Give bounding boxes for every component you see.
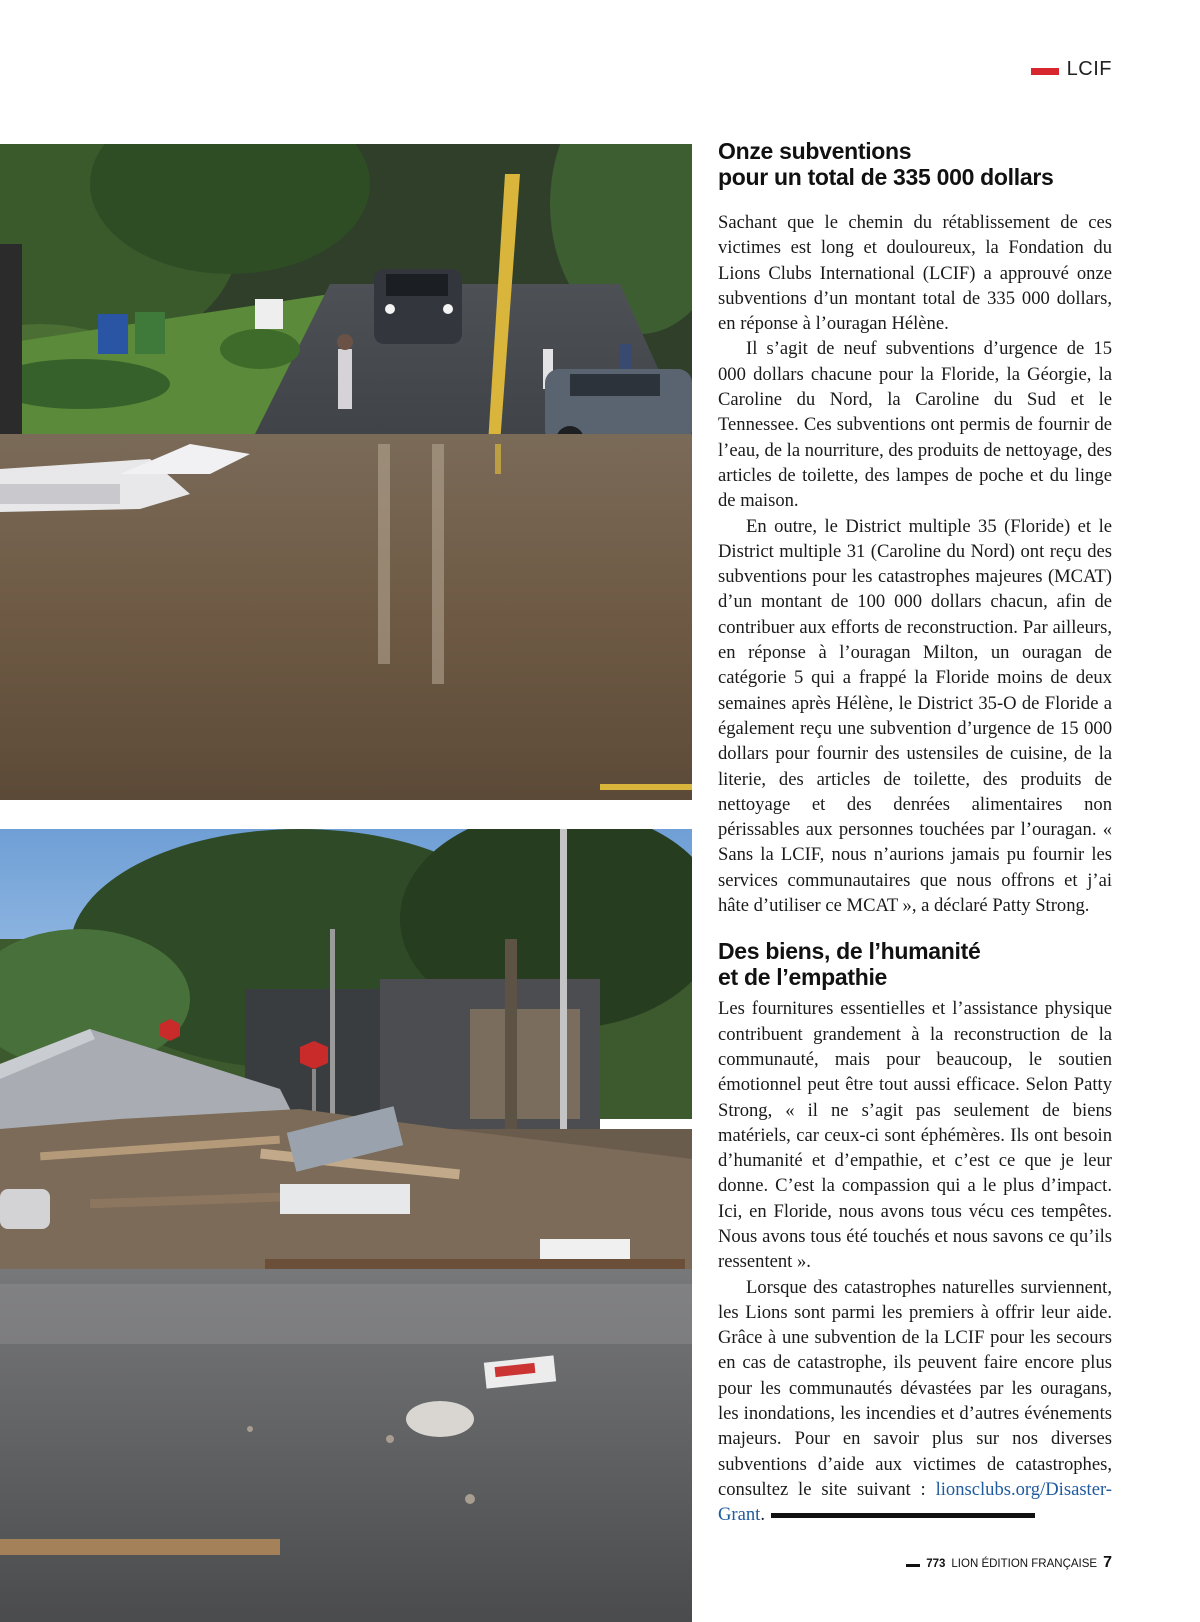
storm-debris-photo <box>0 829 692 1622</box>
section1-body <box>718 210 1112 918</box>
footer-dash <box>906 1564 920 1567</box>
section2-paragraph-2-text: Lorsque des catastrophes naturelles surviennent, les Lions sont parmi les premiers à offrir leur aide. Grâce à une subvention de la LCIF pour les secours en cas de catastrophe, ils peuvent faire encore plus pour les communautés dévastées par les ouragans, les inondations, les incendies et d’autres événements majeurs. Pour en savoir plus sur nos diverses subventions d’aide aux victimes de catastrophes, consultez le site suivant : <box>718 1276 1112 1500</box>
section2-heading-line2: et de l’empathie <box>718 964 888 991</box>
link-suffix: . <box>760 1504 765 1526</box>
section2-paragraph-2 <box>718 1275 1112 1528</box>
article-end-rule <box>771 1513 1035 1518</box>
section1-paragraph-3: En outre, le District multiple 35 (Floride) et le District multiple 31 (Caroline du Nord) ont reçu des subventions pour les catastrophes majeures (MCAT) d’un montant de 100 000 dollars chacun, afin de contribuer aux efforts de reconstruction. Par ailleurs, en réponse à l’ouragan Milton, un ouragan de catégorie 5 qui a frappé la Floride moins de deux semaines après Hélène, le District 35-O de Floride a également reçu une subvention d’urgence de 15 000 dollars pour fournir des ustensiles de cuisine, de la literie, des articles de toilette, des produits de nettoyage et des denrées alimentaires non périssables aux personnes touchées par l’ouragan. « Sans la LCIF, nous n’aurions jamais pu fournir les services communautaires que nous offrons et j’ai hâte d’utiliser ce MCAT », a déclaré Patty Strong. <box>718 515 1112 917</box>
section2-heading <box>718 938 1112 990</box>
section2-paragraph-1: Les fournitures essentielles et l’assistance physique contribuent grandement à la reconstruction de la communauté, mais pour beaucoup, le soutien émotionnel peut être tout aussi efficace. Selon Patty Strong, « il ne s’agit pas seulement de biens matériels, car ceux-ci sont éphémères. Ils ont besoin d’humanité et d’empathie, et c’est ce que je leur donne. C’est la compassion qui a le plus d’impact. Ici, en Floride, nous avons tous vécu ces tempêtes. Nous avons tous été touchés et nous savons ce qu’ils ressentent ». <box>718 998 1112 1273</box>
footer-issue-number: 773 <box>926 1558 946 1570</box>
section2-heading-line1: Des biens, de l’humanité <box>718 938 981 965</box>
footer-page-number: 7 <box>1103 1554 1112 1571</box>
section-accent-bar <box>1031 68 1059 75</box>
section2-body <box>718 996 1112 1527</box>
section-label: LCIF <box>1066 58 1112 80</box>
section1-paragraph-2: Il s’agit de neuf subventions d’urgence de 15 000 dollars chacune pour la Floride, la Géorgie, la Caroline du Nord, la Caroline du Sud et le Tennessee. Ces subventions ont permis de fournir de l’eau, de la nourriture, des produits de nettoyage, des articles de toilette, des lampes de poche et du linge de maison. <box>718 338 1112 512</box>
section-tag <box>1031 58 1112 81</box>
disaster-grant-link[interactable]: lionsclubs.org/Disaster-Grant <box>718 1478 1112 1526</box>
section1-paragraph-1: Sachant que le chemin du rétablissement de ces victimes est long et douloureux, la Fondation du Lions Clubs International (LCIF) a approuvé onze subventions d’un montant total de 335 000 dollars, en réponse à l’ouragan Hélène. <box>718 212 1112 335</box>
section1-heading-line2: pour un total de 335 000 dollars <box>718 164 1054 190</box>
footer-magazine-name: LION ÉDITION FRANÇAISE <box>951 1558 1098 1570</box>
section1-heading-line1: Onze subventions <box>718 138 912 164</box>
article-column <box>718 138 1112 1528</box>
flooded-street-photo <box>0 144 692 800</box>
section1-heading <box>718 138 1112 190</box>
page-footer <box>906 1554 1112 1572</box>
